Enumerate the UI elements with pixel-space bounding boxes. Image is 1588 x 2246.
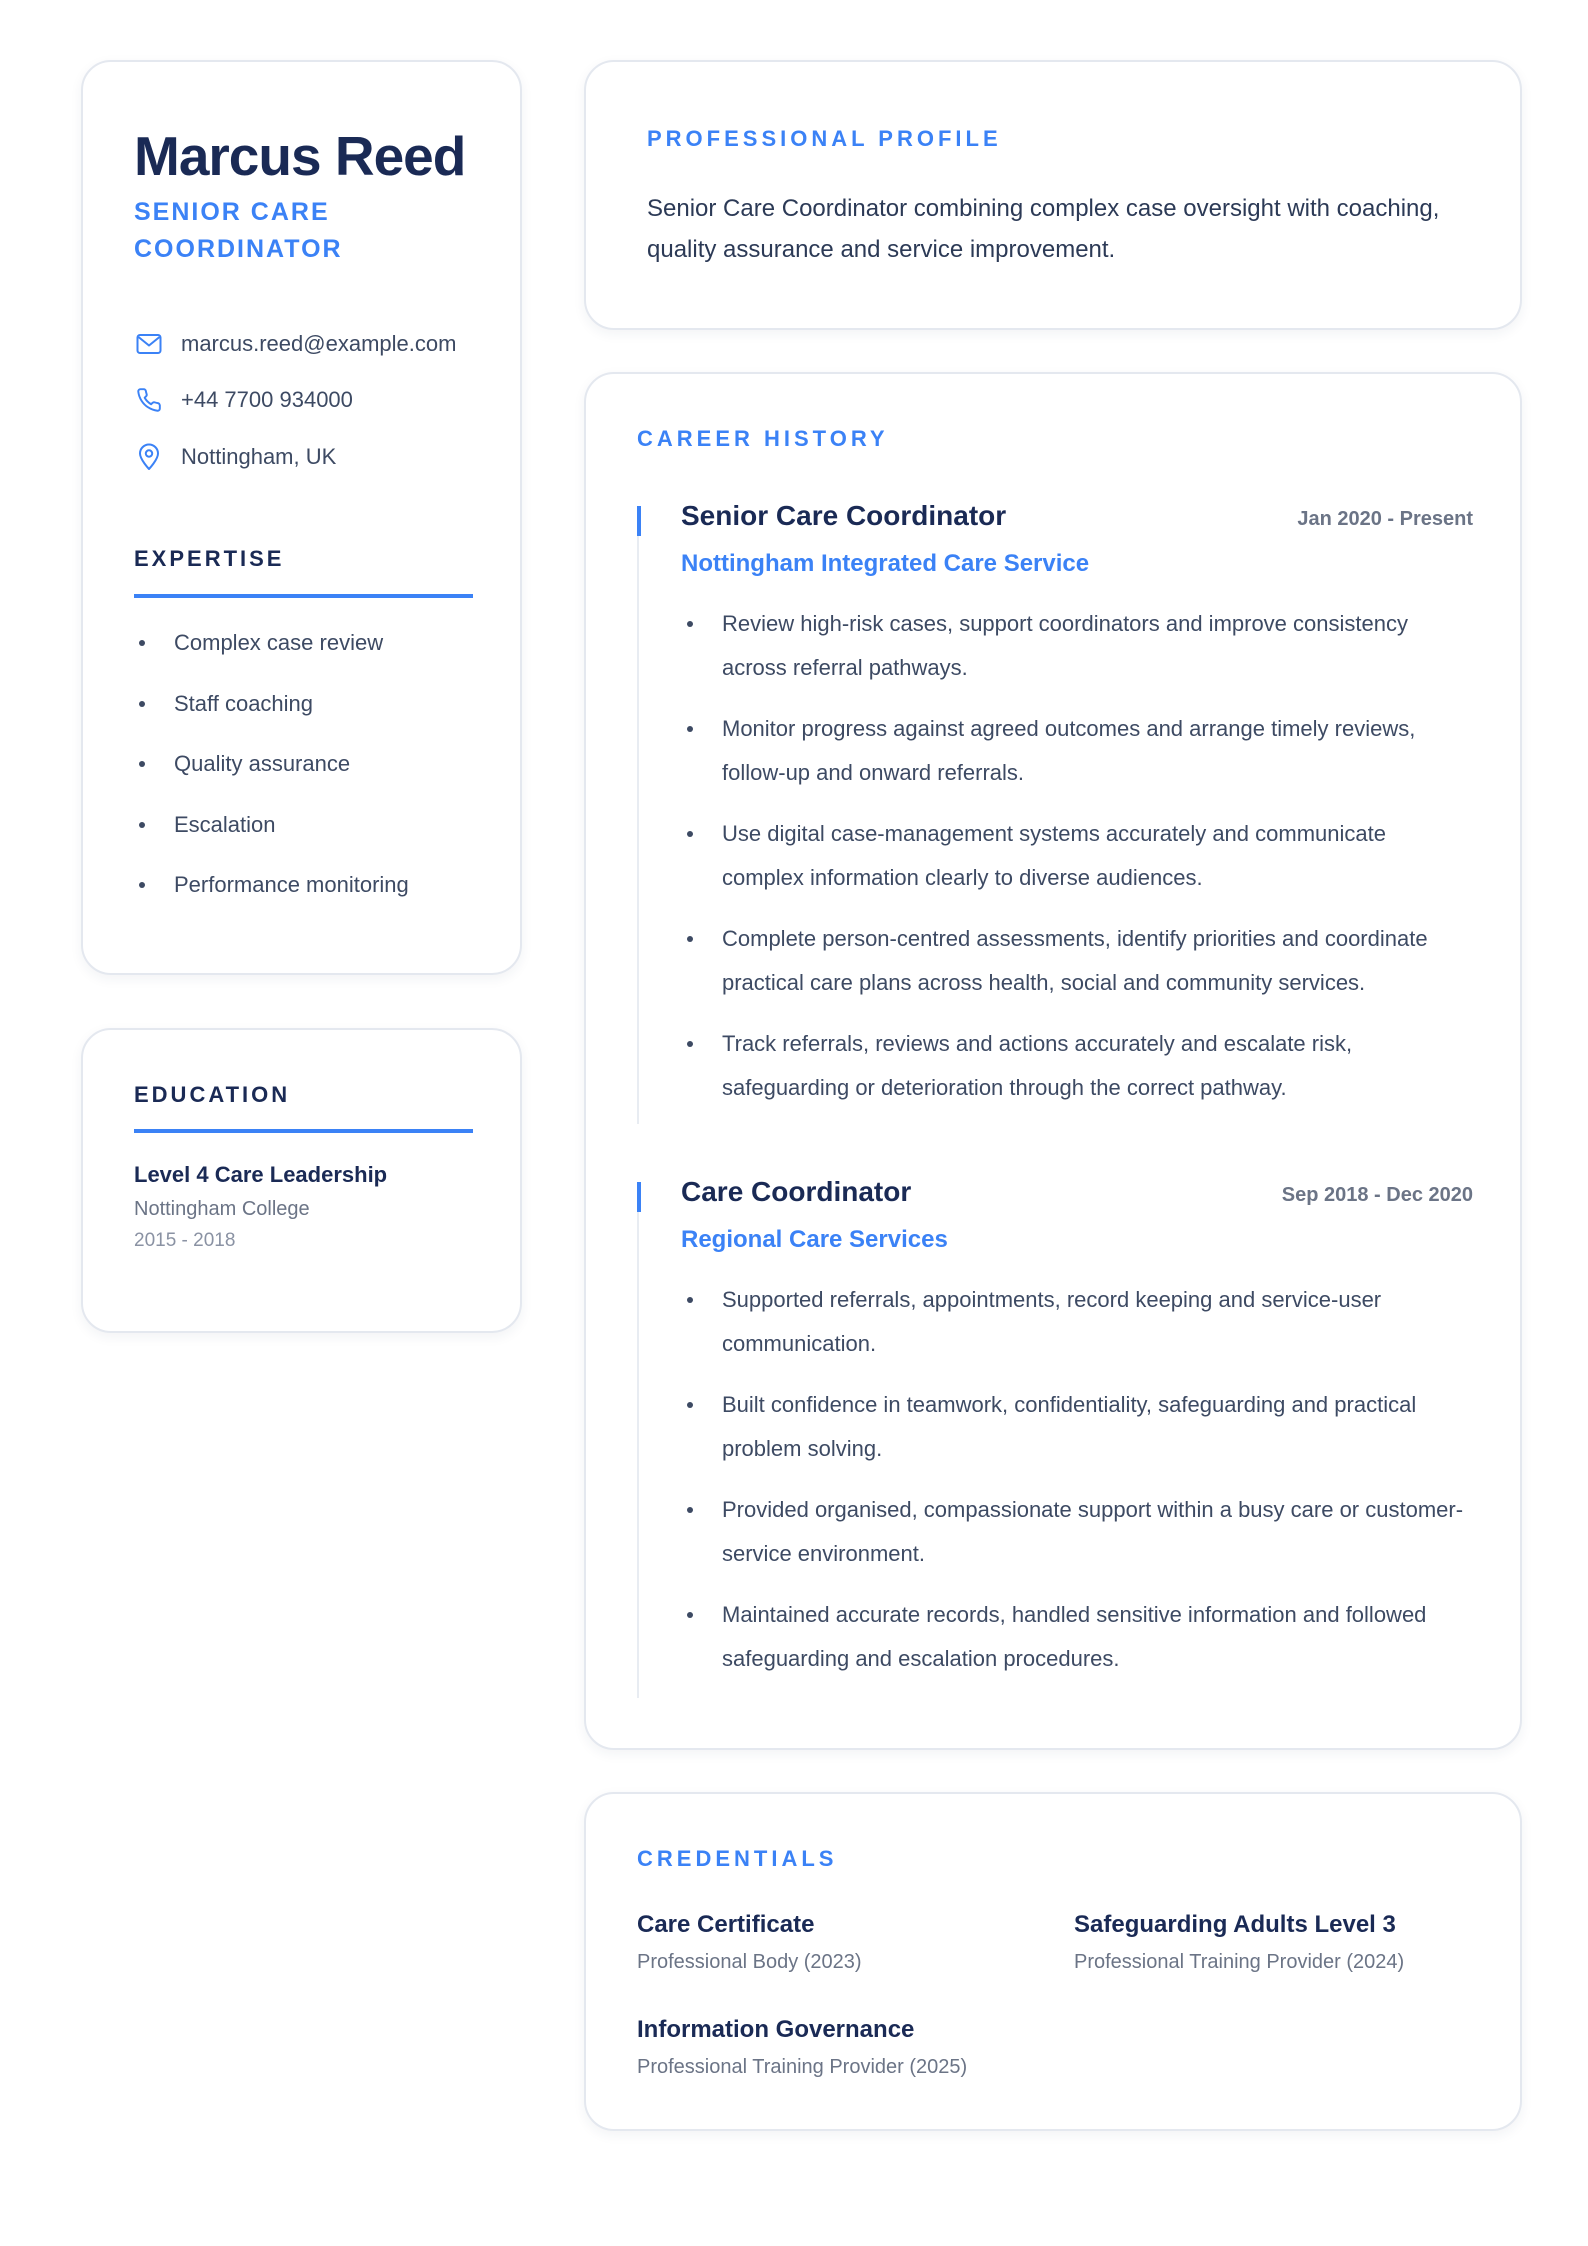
credential-name: Information Governance	[637, 2016, 915, 2043]
bullet-text: Complete person-centred assessments, identify priorities and coordinate practical care plans across health, social and community services.	[722, 926, 1428, 995]
contact-location	[134, 442, 336, 472]
career-card	[584, 372, 1522, 1750]
bullet-dot	[139, 761, 145, 767]
timeline-line	[637, 1212, 639, 1698]
candidate-name: Marcus Reed	[134, 125, 466, 187]
education-years: 2015 - 2018	[134, 1230, 236, 1251]
job-entry	[637, 500, 1473, 1126]
job-bullets	[681, 602, 1473, 1127]
list-item	[681, 812, 1473, 900]
mail-icon	[134, 329, 164, 359]
education-heading: EDUCATION	[134, 1082, 291, 1107]
list-item	[681, 1593, 1473, 1681]
education-divider	[134, 1129, 473, 1133]
list-item	[681, 602, 1473, 690]
credential-issuer: Professional Training Provider (2024)	[1074, 1951, 1405, 1973]
timeline-marker	[637, 506, 641, 536]
skill-text: Quality assurance	[174, 751, 351, 776]
bullet-dot	[687, 1507, 693, 1513]
credentials-heading: CREDENTIALS	[637, 1846, 838, 1871]
list-item	[681, 1383, 1473, 1471]
bullet-dot	[139, 701, 145, 707]
list-item	[134, 749, 350, 779]
bullet-text: Supported referrals, appointments, record keeping and service-user communication.	[722, 1287, 1382, 1356]
map-pin-icon	[134, 442, 164, 472]
timeline-marker	[637, 1182, 641, 1212]
job-entry	[637, 1176, 1473, 1702]
profile-card	[81, 60, 522, 975]
job-company: Nottingham Integrated Care Service	[681, 550, 1090, 577]
bullet-dot	[687, 1297, 693, 1303]
contact-phone[interactable]	[134, 385, 353, 415]
phone-text: +44 7700 934000	[181, 387, 353, 412]
skill-text: Staff coaching	[174, 691, 314, 716]
education-school: Nottingham College	[134, 1198, 310, 1220]
list-item	[681, 1488, 1473, 1576]
job-bullets	[681, 1278, 1473, 1698]
job-dates: Sep 2018 - Dec 2020	[1281, 1184, 1473, 1206]
list-item	[681, 707, 1473, 795]
bullet-dot	[687, 936, 693, 942]
list-item	[134, 628, 383, 658]
credentials-card	[584, 1792, 1522, 2131]
bullet-text: Review high-risk cases, support coordinators and improve consistency across referral pathways.	[722, 611, 1408, 680]
list-item	[681, 1278, 1473, 1366]
bullet-dot	[687, 1402, 693, 1408]
career-heading: CAREER HISTORY	[637, 426, 889, 451]
job-dates: Jan 2020 - Present	[1297, 508, 1473, 530]
bullet-dot	[139, 640, 145, 646]
candidate-role: SENIOR CARE COORDINATOR	[134, 198, 343, 263]
timeline-line	[637, 536, 639, 1124]
list-item	[134, 870, 409, 900]
credential-item	[1074, 1911, 1474, 1974]
bullet-dot	[687, 621, 693, 627]
credential-issuer: Professional Training Provider (2025)	[637, 2056, 968, 2078]
location-text: Nottingham, UK	[181, 444, 337, 469]
skill-text: Complex case review	[174, 630, 384, 655]
contact-email[interactable]	[134, 329, 456, 359]
credential-name: Safeguarding Adults Level 3	[1074, 1911, 1396, 1938]
bullet-dot	[687, 831, 693, 837]
credential-name: Care Certificate	[637, 1911, 815, 1938]
bullet-text: Monitor progress against agreed outcomes and arrange timely reviews, follow-up and onward referrals.	[722, 716, 1416, 785]
list-item	[681, 1022, 1473, 1110]
bullet-dot	[687, 726, 693, 732]
bullet-dot	[139, 882, 145, 888]
skill-text: Performance monitoring	[174, 872, 409, 897]
phone-icon	[134, 385, 164, 415]
bullet-text: Built confidence in teamwork, confidentiality, safeguarding and practical problem solving.	[722, 1392, 1417, 1461]
list-item	[134, 810, 276, 840]
credential-issuer: Professional Body (2023)	[637, 1951, 862, 1973]
list-item	[134, 689, 313, 719]
bullet-text: Maintained accurate records, handled sensitive information and followed safeguarding and escalation procedures.	[722, 1602, 1427, 1671]
credential-item	[637, 2016, 1037, 2079]
list-item	[681, 917, 1473, 1005]
bullet-text: Provided organised, compassionate support within a busy care or customer-service environment.	[722, 1497, 1464, 1566]
summary-text: Senior Care Coordinator combining complex case oversight with coaching, quality assurance and service improvement.	[647, 195, 1440, 263]
job-title: Care Coordinator	[681, 1176, 912, 1207]
expertise-divider	[134, 594, 473, 598]
expertise-heading: EXPERTISE	[134, 546, 285, 571]
bullet-text: Track referrals, reviews and actions accurately and escalate risk, safeguarding or deterioration through the correct pathway.	[722, 1031, 1353, 1100]
skill-text: Escalation	[174, 812, 276, 837]
bullet-dot	[139, 822, 145, 828]
bullet-dot	[687, 1612, 693, 1618]
education-card	[81, 1028, 522, 1333]
email-text: marcus.reed@example.com	[181, 331, 457, 356]
summary-heading: PROFESSIONAL PROFILE	[647, 126, 1002, 151]
bullet-text: Use digital case-management systems accurately and communicate complex information clearly to diverse audiences.	[722, 821, 1386, 890]
summary-card	[584, 60, 1522, 330]
job-company: Regional Care Services	[681, 1226, 948, 1253]
job-title: Senior Care Coordinator	[681, 500, 1007, 531]
bullet-dot	[687, 1041, 693, 1047]
education-degree: Level 4 Care Leadership	[134, 1162, 388, 1187]
credential-item	[637, 1911, 1037, 1974]
